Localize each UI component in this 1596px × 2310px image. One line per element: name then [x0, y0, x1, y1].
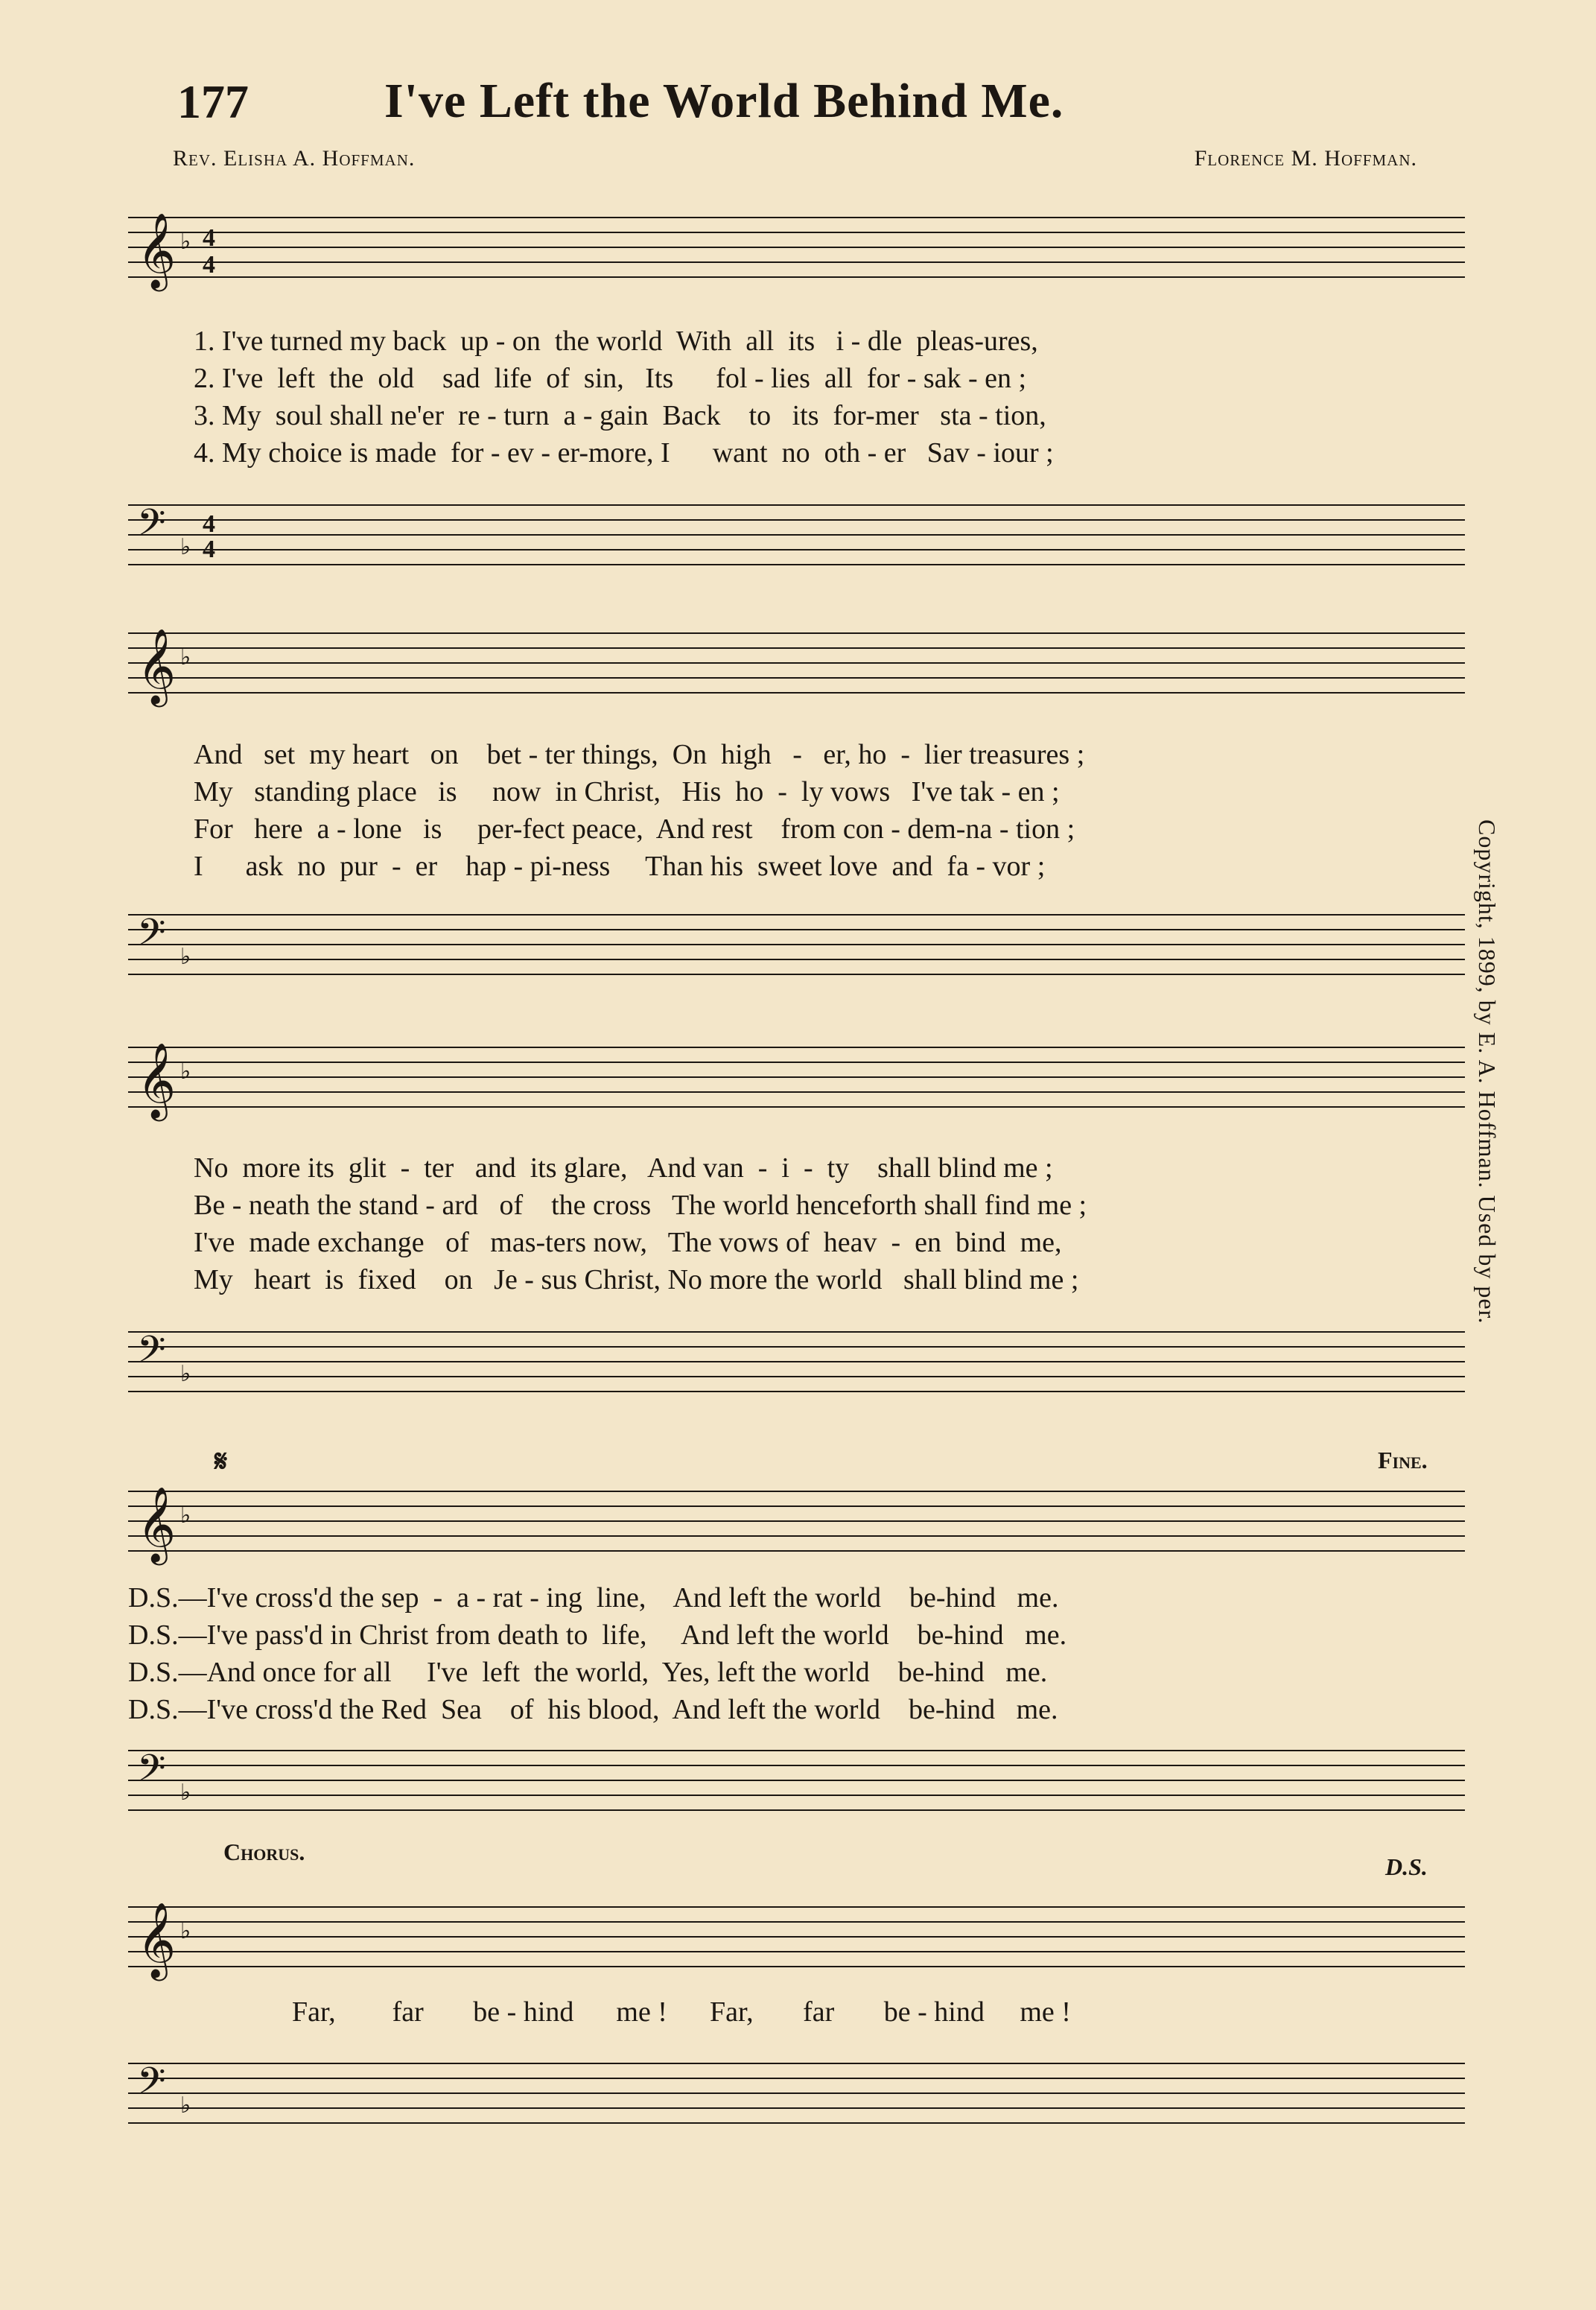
svg-text:4: 4	[203, 536, 215, 563]
svg-text:4: 4	[203, 510, 215, 538]
verse-lyrics-2	[194, 736, 1445, 885]
copyright-notice: Copyright, 1899, by E. A. Hoffman. Used by per.	[1474, 819, 1501, 1324]
svg-text:♭: ♭	[180, 1059, 191, 1084]
lyric-line: 1. I've turned my back up - on the world With all its i - dle pleas-ures,	[194, 326, 1038, 357]
ds-lyrics	[128, 1579, 1379, 1728]
lyric-line: I've made exchange of mas-ters now, The vows of heav - en bind me,	[194, 1227, 1062, 1258]
lyric-line: My standing place is now in Christ, His ho - ly vows I've tak - en ;	[194, 776, 1060, 807]
lyric-line: Far, far be - hind me ! Far, far be - hind me !	[292, 1996, 1071, 2028]
bass-staff-1	[128, 498, 1465, 587]
bass-clef-icon: 𝄢	[137, 1330, 166, 1379]
lyric-line: D.S.—I've pass'd in Christ from death to life, And left the world be-hind me.	[128, 1619, 1067, 1651]
svg-text:♭: ♭	[180, 2093, 191, 2118]
segno-marker: 𝄋	[214, 1444, 228, 1478]
svg-text:♭: ♭	[180, 1780, 191, 1805]
lyric-line: No more its glit - ter and its glare, And van - i - ty shall blind me ;	[194, 1152, 1053, 1184]
treble-staff-2	[128, 611, 1465, 723]
svg-text:♭: ♭	[180, 229, 191, 254]
svg-text:♭: ♭	[180, 1919, 191, 1943]
bass-staff-2	[128, 907, 1465, 997]
lyric-line: D.S.—And once for all I've left the world, Yes, left the world be-hind me.	[128, 1657, 1048, 1688]
bass-staff-5	[128, 2056, 1465, 2145]
treble-clef-icon: 𝄞	[137, 631, 177, 703]
hymn-number: 177	[177, 75, 249, 128]
verse-lyrics-3	[194, 1149, 1445, 1298]
svg-text:♭: ♭	[180, 1503, 191, 1528]
lyric-line: My heart is fixed on Je - sus Christ, No more the world shall blind me ;	[194, 1264, 1079, 1295]
lyric-line: I ask no pur - er hap - pi-ness Than his sweet love and fa - vor ;	[194, 851, 1046, 882]
treble-staff-3	[128, 1025, 1465, 1137]
treble-staff-4	[128, 1469, 1465, 1581]
lyricist-credit: Rev. Elisha A. Hoffman.	[173, 146, 416, 171]
treble-clef-icon: 𝄞	[137, 1489, 177, 1561]
treble-clef-icon: 𝄞	[137, 215, 177, 288]
composer-credit: Florence M. Hoffman.	[1194, 146, 1417, 171]
svg-text:♭: ♭	[180, 945, 191, 969]
svg-text:♭: ♭	[180, 645, 191, 670]
ds-label: D.S.	[1385, 1853, 1428, 1880]
lyric-line: 4. My choice is made for - ev - er-more, I want no oth - er Sav - iour ;	[194, 437, 1054, 469]
svg-text:♭: ♭	[180, 1362, 191, 1386]
lyric-line: For here a - lone is per-fect peace, And rest from con - dem-na - tion ;	[194, 813, 1075, 845]
treble-clef-icon: 𝄞	[137, 1045, 177, 1117]
fine-label: Fine.	[1378, 1447, 1428, 1473]
lyric-line: And set my heart on bet - ter things, On high - er, ho - lier treasures ;	[194, 739, 1085, 770]
lyric-line: D.S.—I've cross'd the sep - a - rat - ing line, And left the world be-hind me.	[128, 1582, 1059, 1613]
treble-clef-icon: 𝄞	[137, 1905, 177, 1977]
bass-staff-3	[128, 1324, 1465, 1414]
bass-staff-4	[128, 1743, 1465, 1833]
bass-clef-icon: 𝄢	[137, 2061, 166, 2110]
chorus-lyrics	[292, 1993, 1543, 2031]
bass-clef-icon: 𝄢	[137, 913, 166, 962]
bass-clef-icon: 𝄢	[137, 1748, 166, 1797]
hymn-title: I've Left the World Behind Me.	[384, 74, 1064, 128]
lyric-line: 2. I've left the old sad life of sin, Its fol - lies all for - sak - en ;	[194, 363, 1027, 394]
treble-staff-1	[128, 195, 1465, 307]
lyric-line: Be - neath the stand - ard of the cross The world henceforth shall find me ;	[194, 1190, 1087, 1221]
verse-lyrics-1	[194, 323, 1445, 472]
lyric-line: D.S.—I've cross'd the Red Sea of his blood, And left the world be-hind me.	[128, 1694, 1058, 1725]
chorus-label: Chorus.	[223, 1838, 305, 1865]
lyric-line: 3. My soul shall ne'er re - turn a - gain Back to its for-mer sta - tion,	[194, 400, 1046, 431]
svg-text:4: 4	[203, 224, 215, 252]
svg-text:♭: ♭	[180, 535, 191, 559]
bass-clef-icon: 𝄢	[137, 503, 166, 552]
svg-text:4: 4	[203, 251, 215, 279]
treble-staff-5	[128, 1885, 1465, 1996]
